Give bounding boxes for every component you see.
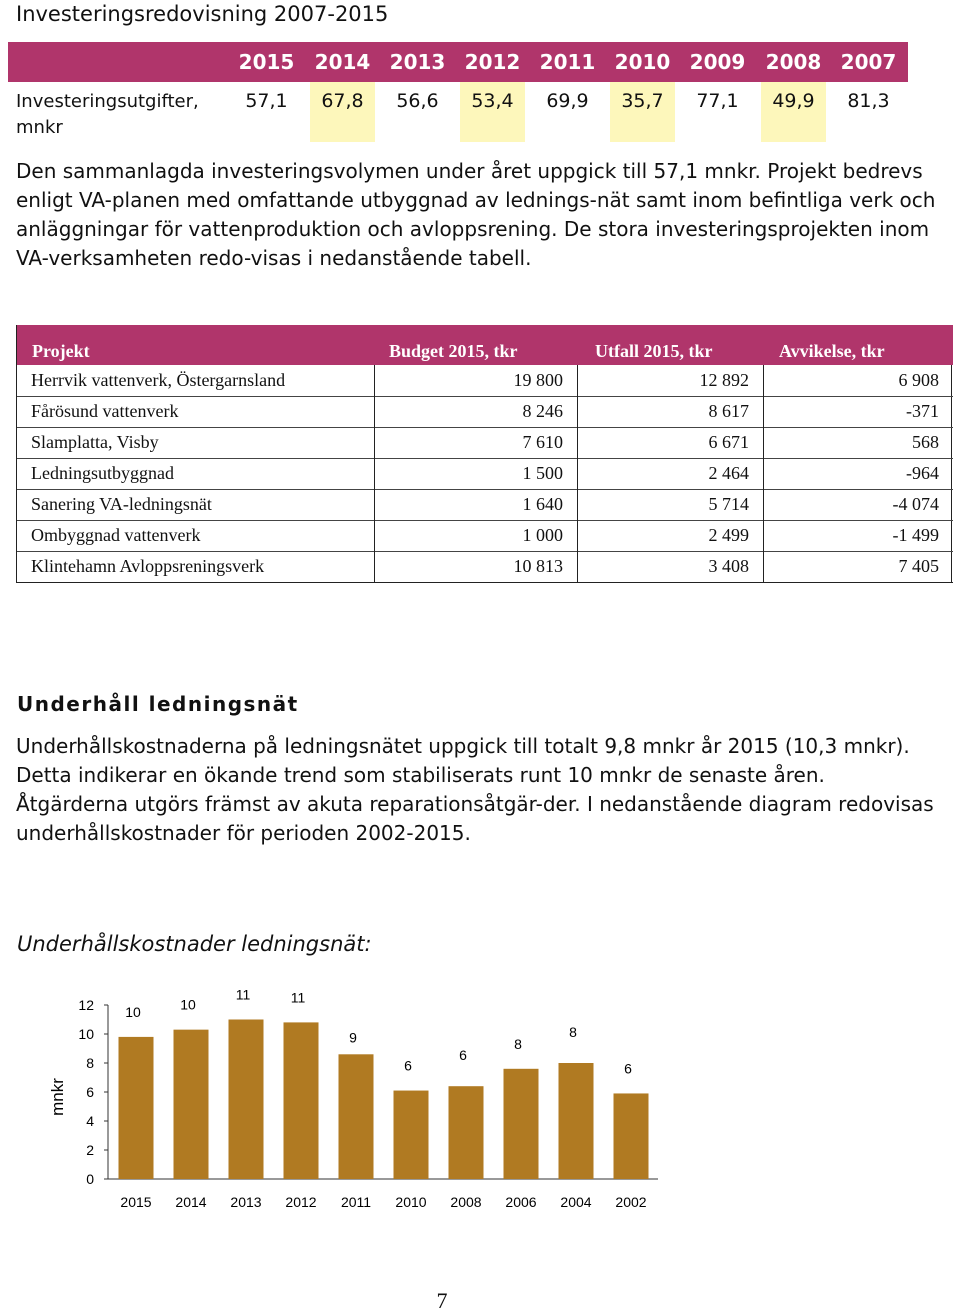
investment-value: 53,4 [471,90,514,112]
bar-data-label: 6 [404,1057,412,1074]
chart-bar [284,1022,319,1179]
project-name-cell: Klintehamn Avloppsreningsverk [17,551,375,582]
budget-cell: 10 813 [375,551,578,582]
investment-table [8,42,908,142]
y-tick-label: 8 [86,1055,94,1071]
year-header: 2011 [539,50,596,74]
bar-data-label: 6 [459,1047,467,1064]
table-row [17,551,953,583]
header-project: Projekt [32,341,90,361]
budget-cell: 19 800 [375,365,578,396]
x-tick-label: 2002 [615,1194,647,1210]
year-header: 2014 [314,50,371,74]
chart-bar [394,1091,429,1179]
project-name-cell: Slamplatta, Visby [17,427,375,458]
x-tick-label: 2010 [395,1194,427,1210]
investment-value: 81,3 [847,90,890,112]
project-name-cell: Ledningsutbyggnad [17,458,375,489]
outcome-cell: 3 408 [578,551,764,582]
bar-data-label: 11 [235,986,251,1003]
x-tick-label: 2015 [120,1194,152,1210]
budget-cell: 7 610 [375,427,578,458]
y-tick-label: 6 [86,1084,94,1100]
investment-value: 56,6 [396,90,439,112]
y-axis-label: mnkr [48,1078,67,1116]
deviation-cell: -964 [906,463,939,483]
year-header: 2015 [238,50,295,74]
deviation-cell: 7 405 [898,556,939,576]
chart-bar [339,1054,374,1179]
bar-data-label: 10 [125,1003,141,1020]
investment-value: 67,8 [321,90,364,112]
deviation-cell: 568 [912,432,939,452]
chart-bar [229,1020,264,1180]
deviation-cell: -371 [906,401,939,421]
chart-bar [174,1030,209,1179]
bar-data-label: 8 [569,1024,577,1040]
y-tick-label: 2 [86,1142,94,1158]
outcome-cell: 5 714 [578,489,764,520]
table-row [17,458,953,490]
table-row [17,365,953,397]
project-table-header [17,325,953,365]
chart-bar [449,1086,484,1179]
header-outcome: Utfall 2015, tkr [595,341,713,361]
project-name-cell: Herrvik vattenverk, Östergarnsland [17,365,375,396]
investment-value: 49,9 [772,90,815,112]
year-header: 2009 [689,50,746,74]
maintenance-heading: Underhåll ledningsnät [17,692,299,716]
table-row [17,396,953,428]
chart-bar [119,1037,154,1179]
year-header: 2013 [389,50,446,74]
budget-cell: 1 500 [375,458,578,489]
investment-value: 57,1 [245,90,288,112]
x-tick-label: 2008 [450,1194,482,1210]
investment-row-label-line2: mnkr [16,117,63,138]
outcome-cell: 6 671 [578,427,764,458]
chart-bar [559,1063,594,1179]
bar-data-label: 6 [624,1060,632,1077]
chart-heading: Underhållskostnader ledningsnät: [17,932,372,956]
year-header: 2010 [614,50,671,74]
y-tick-label: 0 [86,1171,94,1187]
table-row [17,427,953,459]
x-tick-label: 2006 [505,1194,537,1210]
outcome-cell: 12 892 [578,365,764,396]
project-name-cell: Sanering VA-ledningsnät [17,489,375,520]
page-number: 7 [436,1288,448,1313]
table-row [17,489,953,521]
x-tick-label: 2012 [285,1194,317,1210]
bar-data-label: 9 [349,1029,357,1046]
year-header: 2007 [840,50,897,74]
outcome-cell: 8 617 [578,396,764,427]
deviation-cell: -4 074 [892,494,939,514]
project-table [16,325,952,583]
y-tick-label: 10 [78,1026,94,1042]
year-header: 2012 [464,50,521,74]
x-tick-label: 2004 [560,1194,592,1210]
x-tick-label: 2014 [175,1194,207,1210]
budget-cell: 1 000 [375,520,578,551]
chart-bar [504,1069,539,1179]
deviation-cell: 6 908 [898,370,939,390]
budget-cell: 1 640 [375,489,578,520]
bar-data-label: 8 [514,1035,522,1052]
chart-bar [614,1093,649,1179]
page-section-title: Investeringsredovisning 2007-2015 [16,2,389,26]
y-tick-label: 12 [78,997,94,1013]
project-name-cell: Ombyggnad vattenverk [17,520,375,551]
budget-cell: 8 246 [375,396,578,427]
investment-row-label [16,89,199,141]
investment-value: 69,9 [546,90,589,112]
investment-value: 77,1 [696,90,739,112]
outcome-cell: 2 499 [578,520,764,551]
investment-row-label-line1: Investeringsutgifter, [16,91,199,112]
table-row [17,520,953,552]
header-deviation: Avvikelse, tkr [779,341,885,361]
intro-paragraph: Den sammanlagda investeringsvolymen under året uppgick till 57,1 mnkr. Projekt bedrevs enligt VA-planen med omfattande utbyggnad av lednings-nät samt inom befintliga verk och anläggningar för vattenproduktion och avloppsrening. De stora investeringsprojekten inom VA-verksamheten redo-visas i nedanstående tabell. [16,159,936,270]
bar-data-label: 10 [180,996,196,1013]
maintenance-paragraph: Underhållskostnaderna på ledningsnätet uppgick till totalt 9,8 mnkr år 2015 (10,3 mnkr). Detta indikerar en ökande trend som stabiliserats runt 10 mnkr de senaste åren. Åtgärderna utgörs främst av akuta reparationsåtgär-der. I nedanstående diagram redovisas underhållskostnader för perioden 2002-2015. [16,734,934,845]
outcome-cell: 2 464 [578,458,764,489]
x-tick-label: 2013 [230,1194,262,1210]
investment-value: 35,7 [621,90,664,112]
year-header: 2008 [765,50,822,74]
bar-data-label: 11 [290,989,306,1006]
header-budget: Budget 2015, tkr [389,341,518,361]
deviation-cell: -1 499 [892,525,939,545]
project-name-cell: Fårösund vattenverk [17,396,375,427]
x-tick-label: 2011 [340,1194,372,1210]
maintenance-cost-chart [0,985,700,1225]
y-tick-label: 4 [86,1113,94,1129]
